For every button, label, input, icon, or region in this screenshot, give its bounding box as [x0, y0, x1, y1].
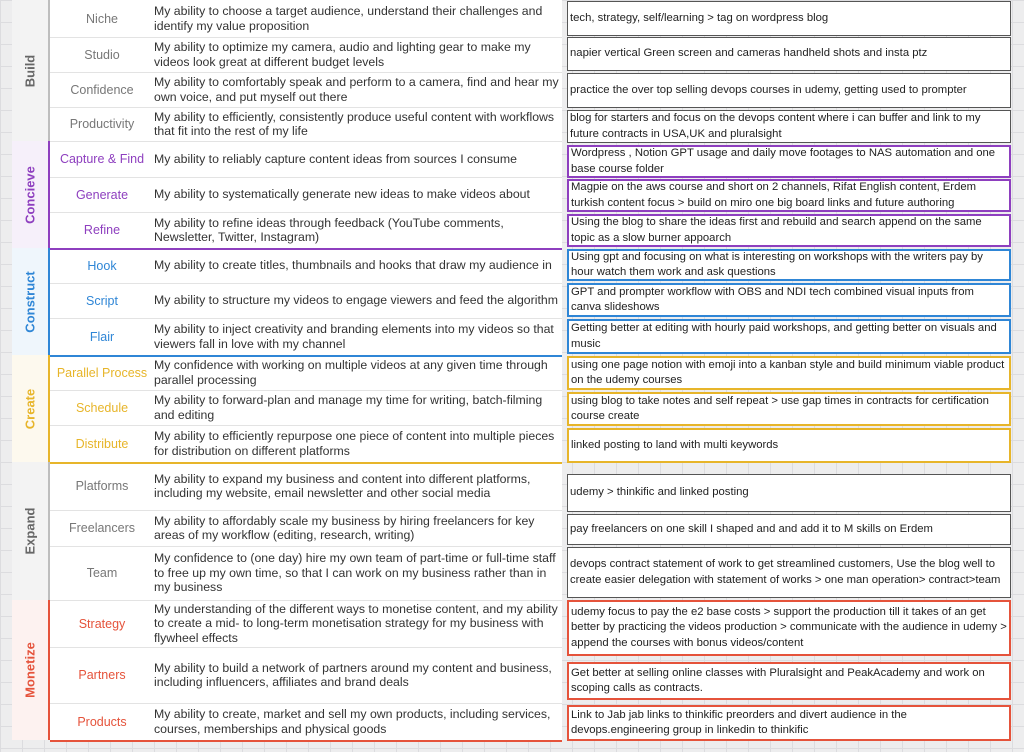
sticky-note[interactable]: [567, 110, 1011, 143]
skill-name: Refine: [83, 223, 121, 237]
skill-description-text: My ability to reliably capture content ideas from sources I consume: [154, 151, 517, 166]
skill-name: Generate: [75, 187, 129, 202]
sticky-note-text: pay freelancers on one skill I shaped and and add it to M skills on Erdem: [570, 522, 933, 535]
sticky-note[interactable]: [567, 249, 1011, 281]
skill-name: Partners: [78, 668, 126, 682]
section-title: Concieve: [22, 165, 38, 224]
sticky-note-text: Magpie on the aws course and short on 2 channels, Rifat English content, Erdem turkish content focus > build on miro one big board links and future authoring: [571, 181, 977, 209]
skill-description-text: My ability to affordably scale my business by hiring freelancers for key areas of my workflow (editing, research, writing): [154, 513, 535, 542]
sticky-note[interactable]: [567, 179, 1011, 212]
sticky-note-text: Using gpt and focusing on what is interesting on workshops with the writers pay by hour watch them work and ask questions: [571, 250, 983, 278]
skill-name: Flair: [89, 329, 115, 344]
sticky-note[interactable]: [567, 474, 1011, 512]
skill-description-text: My ability to create titles, thumbnails and hooks that draw my audience in: [154, 258, 552, 273]
sticky-note-text: using one page notion with emoji into a kanban style and build minimum viable product on the udemy courses: [571, 358, 1005, 386]
skill-name: Platforms: [75, 479, 129, 493]
sticky-note[interactable]: [567, 600, 1011, 656]
skill-name: Distribute: [75, 436, 129, 451]
skill-name: Freelancers: [69, 521, 135, 535]
skill-name: Team: [86, 566, 118, 580]
sticky-note-text: devops contract statement of work to get streamlined customers, Use the blog well to create easier delegation with statement of works > one man operation> contract>team: [570, 558, 1001, 586]
sticky-note[interactable]: [567, 283, 1011, 317]
skill-description-text: My confidence to (one day) hire my own team of part-time or full-time staff to free up my own time, so that I can work on my business rather than in my business: [154, 551, 556, 595]
sticky-note[interactable]: [567, 392, 1011, 426]
section-title: Monetize: [22, 642, 38, 698]
sticky-note[interactable]: [567, 662, 1011, 700]
sticky-note[interactable]: [567, 319, 1011, 354]
sticky-note[interactable]: [567, 145, 1011, 178]
sticky-note-text: napier vertical Green screen and cameras handheld shots and insta ptz: [570, 47, 928, 60]
skill-description-text: My ability to optimize my camera, audio and lighting gear to make my videos look great at different budget levels: [154, 40, 531, 69]
sticky-note-text: Getting better at editing with hourly paid workshops, and getting better on visuals and music: [571, 322, 997, 350]
skill-name: Schedule: [75, 400, 129, 415]
skill-description-text: My ability to forward-plan and manage my time for writing, batch-filming and editing: [154, 393, 543, 422]
sticky-note-text: Wordpress , Notion GPT usage and daily move footages to NAS automation and one base course folder: [571, 147, 996, 175]
sticky-note[interactable]: [567, 514, 1011, 545]
section-title: Expand: [22, 507, 38, 555]
sticky-note[interactable]: [567, 37, 1011, 71]
skill-name: Products: [77, 714, 127, 729]
skill-description-text: My ability to systematically generate new ideas to make videos about: [154, 187, 530, 202]
skill-name: Parallel Process: [56, 365, 148, 380]
sticky-note-text: GPT and prompter workflow with OBS and NDI tech combined visual inputs from canva slideshows: [571, 285, 974, 313]
skill-description-text: My ability to inject creativity and branding elements into my videos so that viewers fall in love with my channel: [154, 322, 554, 351]
section-title: Build: [22, 54, 38, 87]
sticky-note-text: linked posting to land with multi keywords: [571, 438, 779, 451]
skill-description-text: My ability to comfortably speak and perform to a camera, find and hear my own voice, and put myself out there: [154, 75, 559, 104]
skill-name: Productivity: [69, 117, 135, 131]
section-title: Create: [22, 388, 38, 429]
skill-name: Hook: [87, 258, 117, 273]
sticky-note[interactable]: [567, 547, 1011, 598]
skill-description-text: My confidence with working on multiple videos at any given time through parallel processing: [154, 358, 548, 387]
skill-description-text: My ability to efficiently repurpose one piece of content into multiple pieces for distribution on different platforms: [154, 429, 555, 458]
skill-description-text: My ability to efficiently, consistently produce useful content with workflows that fit into the rest of my life: [154, 109, 555, 138]
sticky-note-text: Link to Jab jab links to thinkific preorders and divert audience in the devops.engineering group in linkedin to thinkific: [571, 708, 907, 736]
skill-description-text: My ability to refine ideas through feedback (YouTube comments, Newsletter, Twitter, Instagram): [154, 215, 504, 244]
skill-name: Strategy: [78, 616, 126, 631]
sticky-note[interactable]: [567, 214, 1011, 247]
skill-description-text: My ability to create, market and sell my own products, including services, courses, memberships and physical goods: [154, 707, 551, 736]
sticky-note-text: udemy > thinkific and linked posting: [570, 486, 749, 499]
skill-name: Studio: [84, 47, 120, 62]
skill-name: Niche: [86, 11, 118, 26]
skill-name: Confidence: [70, 82, 134, 97]
section-title: Construct: [22, 270, 38, 333]
skill-description-text: My ability to build a network of partners around my content and business, including influencers, affiliates and brand deals: [154, 660, 552, 689]
sticky-note[interactable]: [567, 705, 1011, 741]
skill-description-text: My understanding of the different ways to monetise content, and my ability to create a mid- to long-term monetisation strategy for my business with flywheel effects: [154, 601, 558, 645]
sticky-note-text: tech, strategy, self/learning > tag on wordpress blog: [570, 11, 829, 24]
sticky-note-text: practice the over top selling devops courses in udemy, getting used to prompter: [570, 83, 967, 96]
skill-description-text: My ability to choose a target audience, understand their challenges and identify my value proposition: [154, 4, 543, 33]
sticky-note[interactable]: [567, 73, 1011, 108]
sticky-note[interactable]: [567, 356, 1011, 390]
sticky-note-text: using blog to take notes and self repeat > use gap times in contracts for certification course create: [571, 394, 989, 422]
sticky-note-text: Get better at selling online classes with Pluralsight and PeakAcademy and work on scoping calls as contracts.: [571, 666, 985, 694]
skill-name: Capture & Find: [59, 152, 145, 166]
skill-description-text: My ability to expand my business and content into different platforms, including my website, email newsletter and other social media: [154, 471, 531, 500]
sticky-note[interactable]: [567, 428, 1011, 463]
sticky-note-text: blog for starters and focus on the devops content where i can buffer and link to my future contracts in USA,UK and pluralsight: [570, 112, 981, 140]
sticky-note-text: udemy focus to pay the e2 base costs > support the production till it takes of an get better by practicing the videos production > communicate with the audience in udemy > append the courses with bonus videos/content: [571, 606, 1007, 649]
skill-description-text: My ability to structure my videos to engage viewers and feed the algorithm: [154, 293, 558, 308]
skill-name: Script: [86, 293, 118, 308]
sticky-note[interactable]: [567, 1, 1011, 36]
sticky-note-text: Using the blog to share the ideas first and rebuild and search append on the same topic as a slow burner appoarch: [571, 216, 982, 244]
